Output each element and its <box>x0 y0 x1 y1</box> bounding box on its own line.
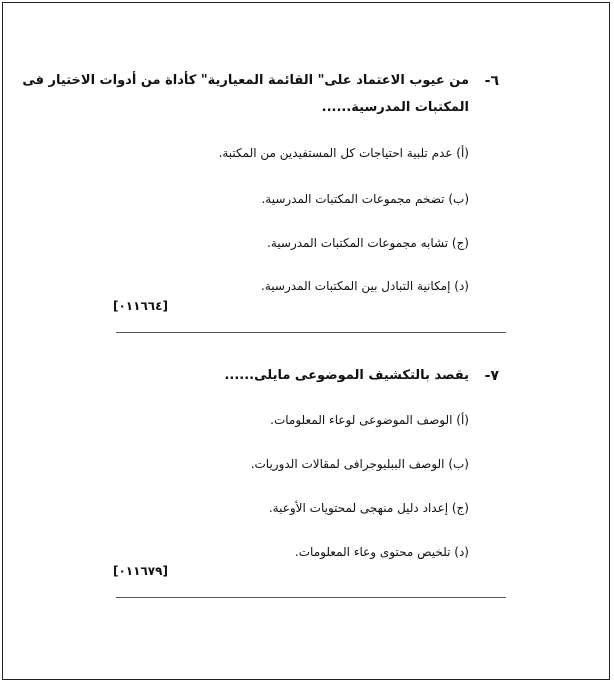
question-7-option-a: (أ) الوصف الموضوعى لوعاء المعلومات. <box>270 413 469 427</box>
exam-page <box>2 2 610 680</box>
question-7-code: [٠١١٦٧٩] <box>113 564 168 578</box>
question-7-text-line1: يقصد بالتكشيف الموضوعى مايلى...... <box>224 368 469 383</box>
question-6-option-d: (د) إمكانية التبادل بين المكتبات المدرسية. <box>261 279 469 293</box>
question-6-text-line2: المكتبات المدرسية...... <box>321 100 469 115</box>
question-6-option-c: (ج) تشابه مجموعات المكتبات المدرسية. <box>267 236 469 250</box>
question-7-option-c: (ج) إعداد دليل منهجى لمحتويات الأوعية. <box>268 501 469 515</box>
question-7-number: ٧- <box>484 368 499 384</box>
question-7-option-d: (د) تلخيص محتوى وعاء المعلومات. <box>294 545 469 559</box>
question-7-divider <box>116 597 506 598</box>
question-6-option-a: (أ) عدم تلبية احتياجات كل المستفيدين من المكتبة. <box>218 146 469 160</box>
question-6-code: [٠١١٦٦٤] <box>113 299 168 313</box>
question-6-divider <box>116 332 506 333</box>
question-6-option-b: (ب) تضخم مجموعات المكتبات المدرسية. <box>261 192 469 206</box>
question-6-number: ٦- <box>484 73 499 89</box>
question-7-option-b: (ب) الوصف الببليوجرافى لمقالات الدوريات. <box>250 457 469 471</box>
question-6-text-line1: من عيوب الاعتماد على" القائمة المعيارية" كأداة من أدوات الاختيار فى <box>22 73 469 88</box>
